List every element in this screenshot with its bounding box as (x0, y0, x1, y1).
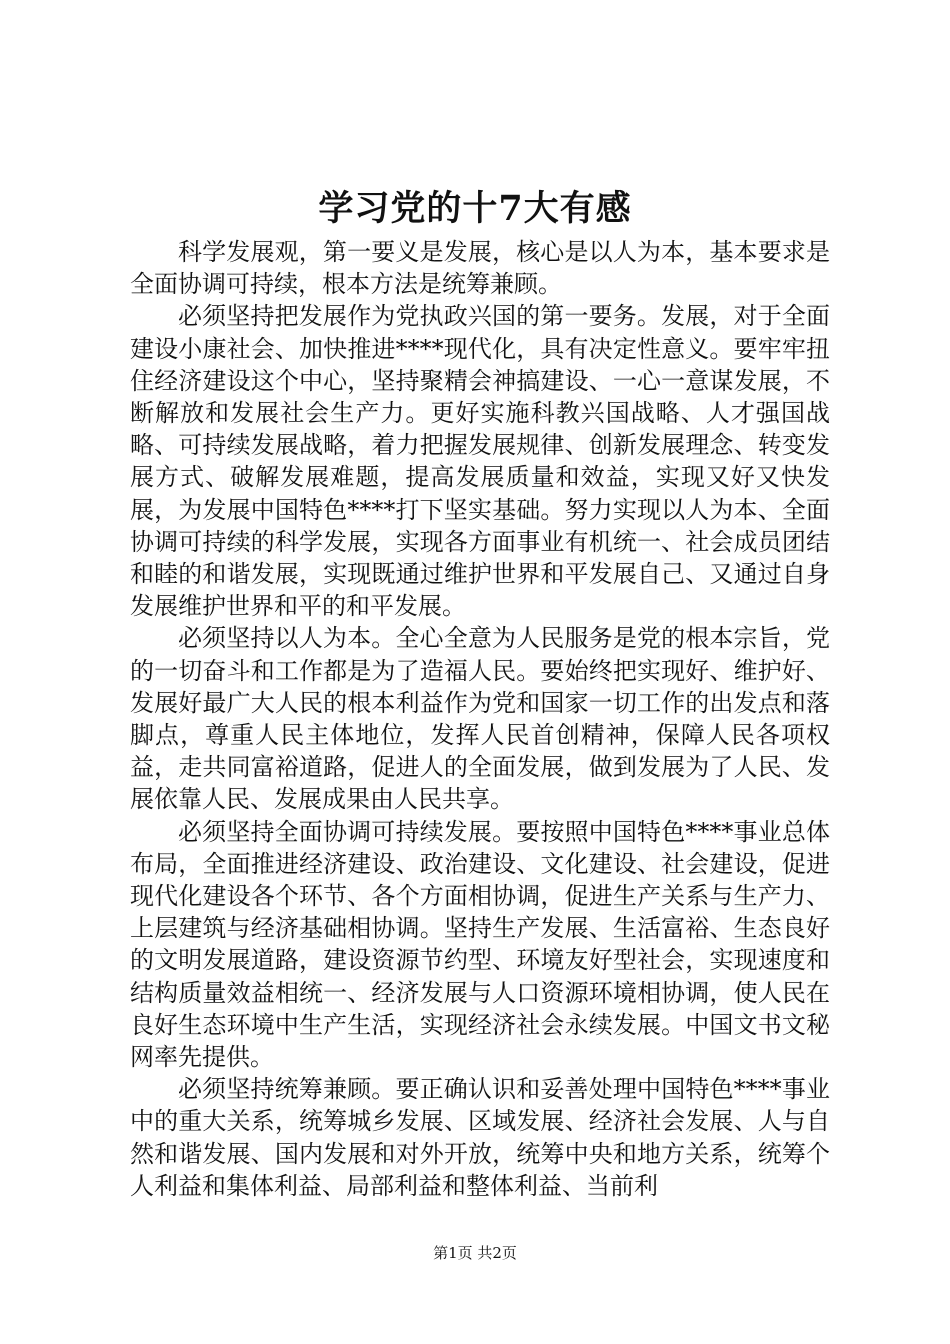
paragraph: 必须坚持把发展作为党执政兴国的第一要务。发展，对于全面建设小康社会、加快推进****现代化，具有决定性意义。要牢牢扭住经济建设这个中心，坚持聚精会神搞建设、一心一意谋发展，不断解放和发展社会生产力。更好实施科教兴国战略、人才强国战略、可持续发展战略，着力把握发展规律、创新发展理念、转变发展方式、破解发展难题，提高发展质量和效益，实现又好又快发展，为发展中国特色****打下坚实基础。努力实现以人为本、全面协调可持续的科学发展，实现各方面事业有机统一、社会成员团结和睦的和谐发展，实现既通过维护世界和平发展自己、又通过自身发展维护世界和平的和平发展。 (130, 302, 830, 621)
page-footer: 第1页 共2页 (433, 1244, 517, 1262)
paragraph: 必须坚持统筹兼顾。要正确认识和妥善处理中国特色****事业中的重大关系，统筹城乡发展、区域发展、经济社会发展、人与自然和谐发展、国内发展和对外开放，统筹中央和地方关系，统筹个人利益和集体利益、局部利益和整体利益、当前利 (130, 1075, 830, 1200)
paragraph: 必须坚持全面协调可持续发展。要按照中国特色****事业总体布局，全面推进经济建设、政治建设、文化建设、社会建设，促进现代化建设各个环节、各个方面相协调，促进生产关系与生产力、上层建筑与经济基础相协调。坚持生产发展、生活富裕、生态良好的文明发展道路，建设资源节约型、环境友好型社会，实现速度和结构质量效益相统一、经济发展与人口资源环境相协调，使人民在良好生态环境中生产生活，实现经济社会永续发展。中国文书文秘网率先提供。 (130, 817, 830, 1072)
document-body (130, 236, 830, 1202)
paragraph: 必须坚持以人为本。全心全意为人民服务是党的根本宗旨，党的一切奋斗和工作都是为了造福人民。要始终把实现好、维护好、发展好最广大人民的根本利益作为党和国家一切工作的出发点和落脚点，尊重人民主体地位，发挥人民首创精神，保障人民各项权益，走共同富裕道路，促进人的全面发展，做到发展为了人民、发展依靠人民、发展成果由人民共享。 (130, 624, 830, 814)
document-title: 学习党的十7大有感 (318, 188, 632, 229)
paragraph: 科学发展观，第一要义是发展，核心是以人为本，基本要求是全面协调可持续，根本方法是统筹兼顾。 (130, 238, 830, 299)
